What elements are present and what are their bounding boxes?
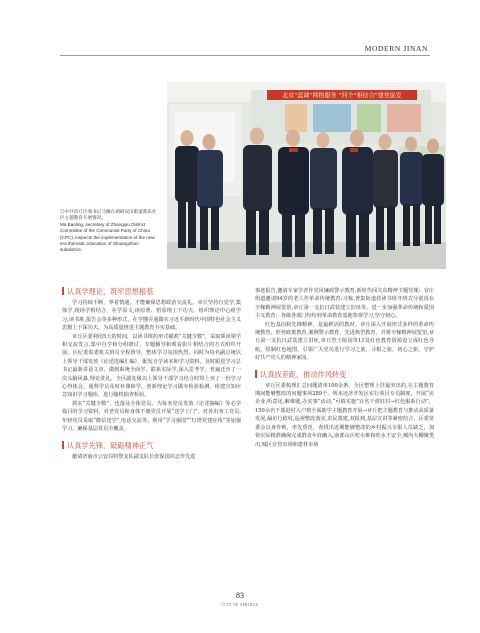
section-title-find-gaps [255, 370, 434, 380]
section-title-text: 认真学先锋，砥砺精神正气 [67, 440, 154, 450]
paragraph: 红色基因和先锋精神，是最鲜活的教材。章丘深入开展形式多样的革命传统教育，形势政策教育,案例警示教育，先进典型教育，并将辛稼精神展览馆,章丘第一支抗日武装建立旧址,章丘烈士陵园等11处红色教育资源设立成红色导航，绘制红色地图，引领广大党员进行学习之旅，寻根之旅，初心之旅，守护好共产党人的精神家园。 [255, 321, 434, 362]
footer-label: CITY OF SPRINGS [221, 603, 259, 607]
section-title-study-theory [62, 287, 241, 297]
right-column [255, 287, 434, 449]
paragraph: 学习持续不断，界着情通，才能确保思想政治交流礼。章丘坚持自觉学,集体学,现场学相结合，在学原文,读原著、悟原理上下功夫。组织理论中心组学习,读书班,报告会等多种形式，在学懂弄通做实习近平新时代中国特色社会主义思想上下深功夫，为高质量推进主题教育夯实基础。 [62, 300, 241, 332]
caption-mark: ◎ [60, 209, 65, 214]
photo-caption [60, 209, 160, 254]
section-bar [62, 287, 64, 295]
inspection-photo [167, 82, 446, 269]
paragraph: 邀请济南市公安局特警支队副支队长张保国同志作先进 [72, 453, 196, 460]
section-bar [62, 441, 64, 449]
caption-chinese [60, 209, 160, 222]
header-label: MODERN JINAN [364, 44, 428, 53]
caption-english: Ma Baoling, secretary of Zhangqiu District Committee of the Communist Party of China (CPC), inspects the implementation of the new era thematic education of Shuangshan subdistrict. [60, 221, 155, 253]
header-rule [60, 55, 430, 56]
page-number: 83 [236, 591, 244, 600]
paragraph: 事迹报告,邀请专家学者作党风廉政警示教育,新时代闯关东精神主题党课；官庄街道邀请94岁的老人作革命传统教育;习栋,普集街道持读书班开班式分别没在辛稼精神展览馆,章丘第一支抗日武装建立旧址等，进一步加强革命传统和爱国主义教育；各级各部门纷纷到革命教育基地参观学习,坚守初心。 [255, 288, 434, 320]
left-column [62, 287, 241, 461]
paragraph: 抓实“关键少数”，也落及全体党员。为每名党员发放《论述摘编》等必学篇目的学习资料，对老党员和身体不便党员开展“送学上门”，对外出务工党员,年轻党员采取“微信送学”,电话交流等。利用“学习强国”“灯塔党建在线”等加强学习，确保基层党员全覆盖。 [62, 400, 241, 433]
section-title-study-pioneers [62, 441, 241, 451]
section-title-text: 认真学理论，筑牢思想根基 [67, 287, 154, 296]
section-bar [255, 370, 257, 378]
paragraph: 章丘区委梳理汇总问题清单100余条。全区整理上挂最突出的,在主题教育期间能够整改的问题事项289个，明末还济开发区实行项目专员制度，开展“访企业,听意见,解难题,办实事”活动,“可镇实施”百名干部驻村→红色服系行动”，150余名干部进村入户到全面助学主题教育开展→章丘把主题教育与推动高质量发展,漏访行政村,巡视整改落实,农民蔑建,双报到,基层宣讲等紧密结合，区委常委会以身作则，率先垂范，查找出近期能够整改的乡村振兴专职人员缺乏，加快实际精准确保完成群众年底幽入,南部山区吃水难和吃水不安全,城内大棚聚类出,城区宣管市场和建材市场 [255, 382, 434, 448]
photo-banner-text: 北京“蓝调”网格服务 “四个“相结合”建党促发 [282, 92, 402, 100]
caption-zh-text: 中共章丘区委书记马佩在调研双山街道新乐社区主题教育开展情况。 [60, 209, 157, 221]
section-title-text: 认真找差距，推动作风转变 [260, 369, 347, 379]
inspection-photo-graphic [167, 82, 446, 269]
paragraph: 章丘区委利用5天的时间，以读书班的形式瞄准“关键少数”，采取领读领学和交流发言,集中自学和分组研讨，专题辅导和观看影片相结合的方式组织开展。区纪委监委机关班员全程督导，整体学习氛围热烈。同时为每名副总统以上领导干部发放《论述选编汇编》，配发自学读本和学习资料。及时跟进学习总书记最新讲话文章，做到系统全面学、联系实际学,深入思考学，普遍迁历了一次头脑风暴,理论洗礼。全区副处级以上领导干部学习结合时带上突了一份学习心得体会，通督学员及时补课和学。创新理论学习做夯检验检测，组建宣知应急知识学习题库，进行随机抽查检验。 [62, 333, 241, 399]
